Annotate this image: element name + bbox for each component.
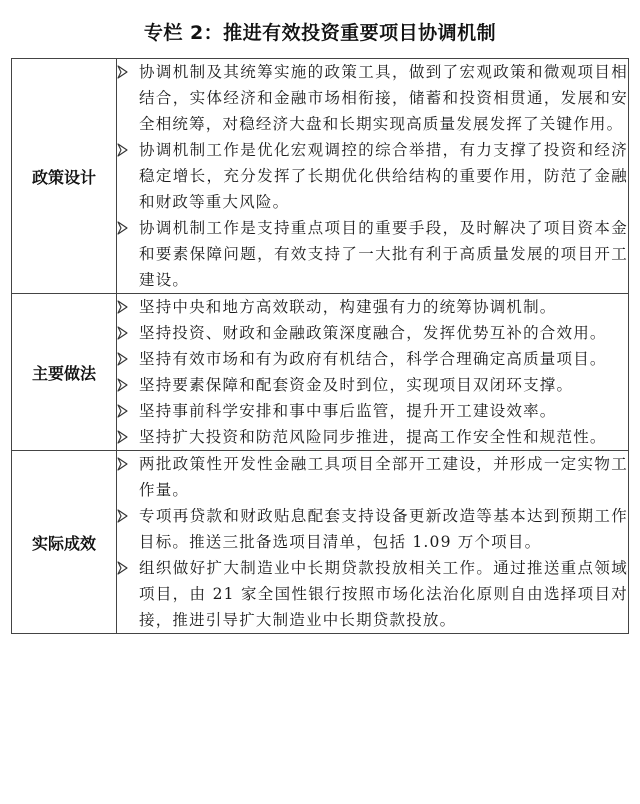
list-item-text: 协调机制工作是支持重点项目的重要手段，及时解决了项目资本金和要素保障问题，有效支持了一大批有利于高质量发展的项目开工建设。 (139, 219, 628, 289)
section-policy-design (12, 59, 629, 294)
list-item (117, 398, 628, 424)
section-content (117, 294, 629, 451)
list-item (117, 294, 628, 320)
column-title: 专栏 2：推进有效投资重要项目协调机制 (143, 22, 497, 44)
section-main-practices (12, 294, 629, 451)
arrow-bullet-icon (117, 346, 139, 372)
list-item-text: 坚持要素保障和配套资金及时到位，实现项目双闭环支撑。 (139, 376, 574, 394)
list-item (117, 137, 628, 215)
list-item-text: 坚持事前科学安排和事中事后监管，提升开工建设效率。 (139, 402, 557, 420)
arrow-bullet-icon (117, 372, 139, 398)
section-label: 主要做法 (12, 294, 117, 451)
list-item (117, 372, 628, 398)
list-item-text: 坚持中央和地方高效联动，构建强有力的统筹协调机制。 (139, 298, 557, 316)
list-item (117, 346, 628, 372)
arrow-bullet-icon (117, 215, 139, 241)
section-label: 实际成效 (12, 451, 117, 634)
list-item-text: 专项再贷款和财政贴息配套支持设备更新改造等基本达到预期工作目标。推送三批备选项目清单，包括 1.09 万个项目。 (139, 507, 628, 551)
list-item-text: 协调机制及其统筹实施的政策工具，做到了宏观政策和微观项目相结合，实体经济和金融市场相衔接，储蓄和投资相贯通，发展和安全相统筹，对稳经济大盘和长期实现高质量发展发挥了关键作用。 (139, 63, 628, 133)
list-item (117, 503, 628, 555)
list-item (117, 555, 628, 633)
arrow-bullet-icon (117, 59, 139, 85)
section-label: 政策设计 (12, 59, 117, 294)
arrow-bullet-icon (117, 320, 139, 346)
list-item (117, 59, 628, 137)
list-item-text: 坚持扩大投资和防范风险同步推进，提高工作安全性和规范性。 (139, 428, 607, 446)
section-content (117, 451, 629, 634)
arrow-bullet-icon (117, 398, 139, 424)
arrow-bullet-icon (117, 137, 139, 163)
arrow-bullet-icon (117, 555, 139, 581)
list-item-text: 坚持有效市场和有为政府有机结合，科学合理确定高质量项目。 (139, 350, 607, 368)
arrow-bullet-icon (117, 294, 139, 320)
list-item-text: 组织做好扩大制造业中长期贷款投放相关工作。通过推送重点领域项目，由 21 家全国性银行按照市场化法治化原则自由选择项目对接，推进引导扩大制造业中长期贷款投放。 (139, 559, 628, 629)
list-item-text: 两批政策性开发性金融工具项目全部开工建设，并形成一定实物工作量。 (139, 455, 628, 499)
arrow-bullet-icon (117, 451, 139, 477)
list-item (117, 451, 628, 503)
section-content (117, 59, 629, 294)
list-item (117, 215, 628, 293)
list-item-text: 协调机制工作是优化宏观调控的综合举措，有力支撑了投资和经济稳定增长，充分发挥了长期优化供给结构的重要作用，防范了金融和财政等重大风险。 (139, 141, 628, 211)
list-item-text: 坚持投资、财政和金融政策深度融合，发挥优势互补的合效用。 (139, 324, 607, 342)
list-item (117, 424, 628, 450)
section-actual-results (12, 451, 629, 634)
list-item (117, 320, 628, 346)
column-table (11, 58, 629, 634)
arrow-bullet-icon (117, 503, 139, 529)
arrow-bullet-icon (117, 424, 139, 450)
